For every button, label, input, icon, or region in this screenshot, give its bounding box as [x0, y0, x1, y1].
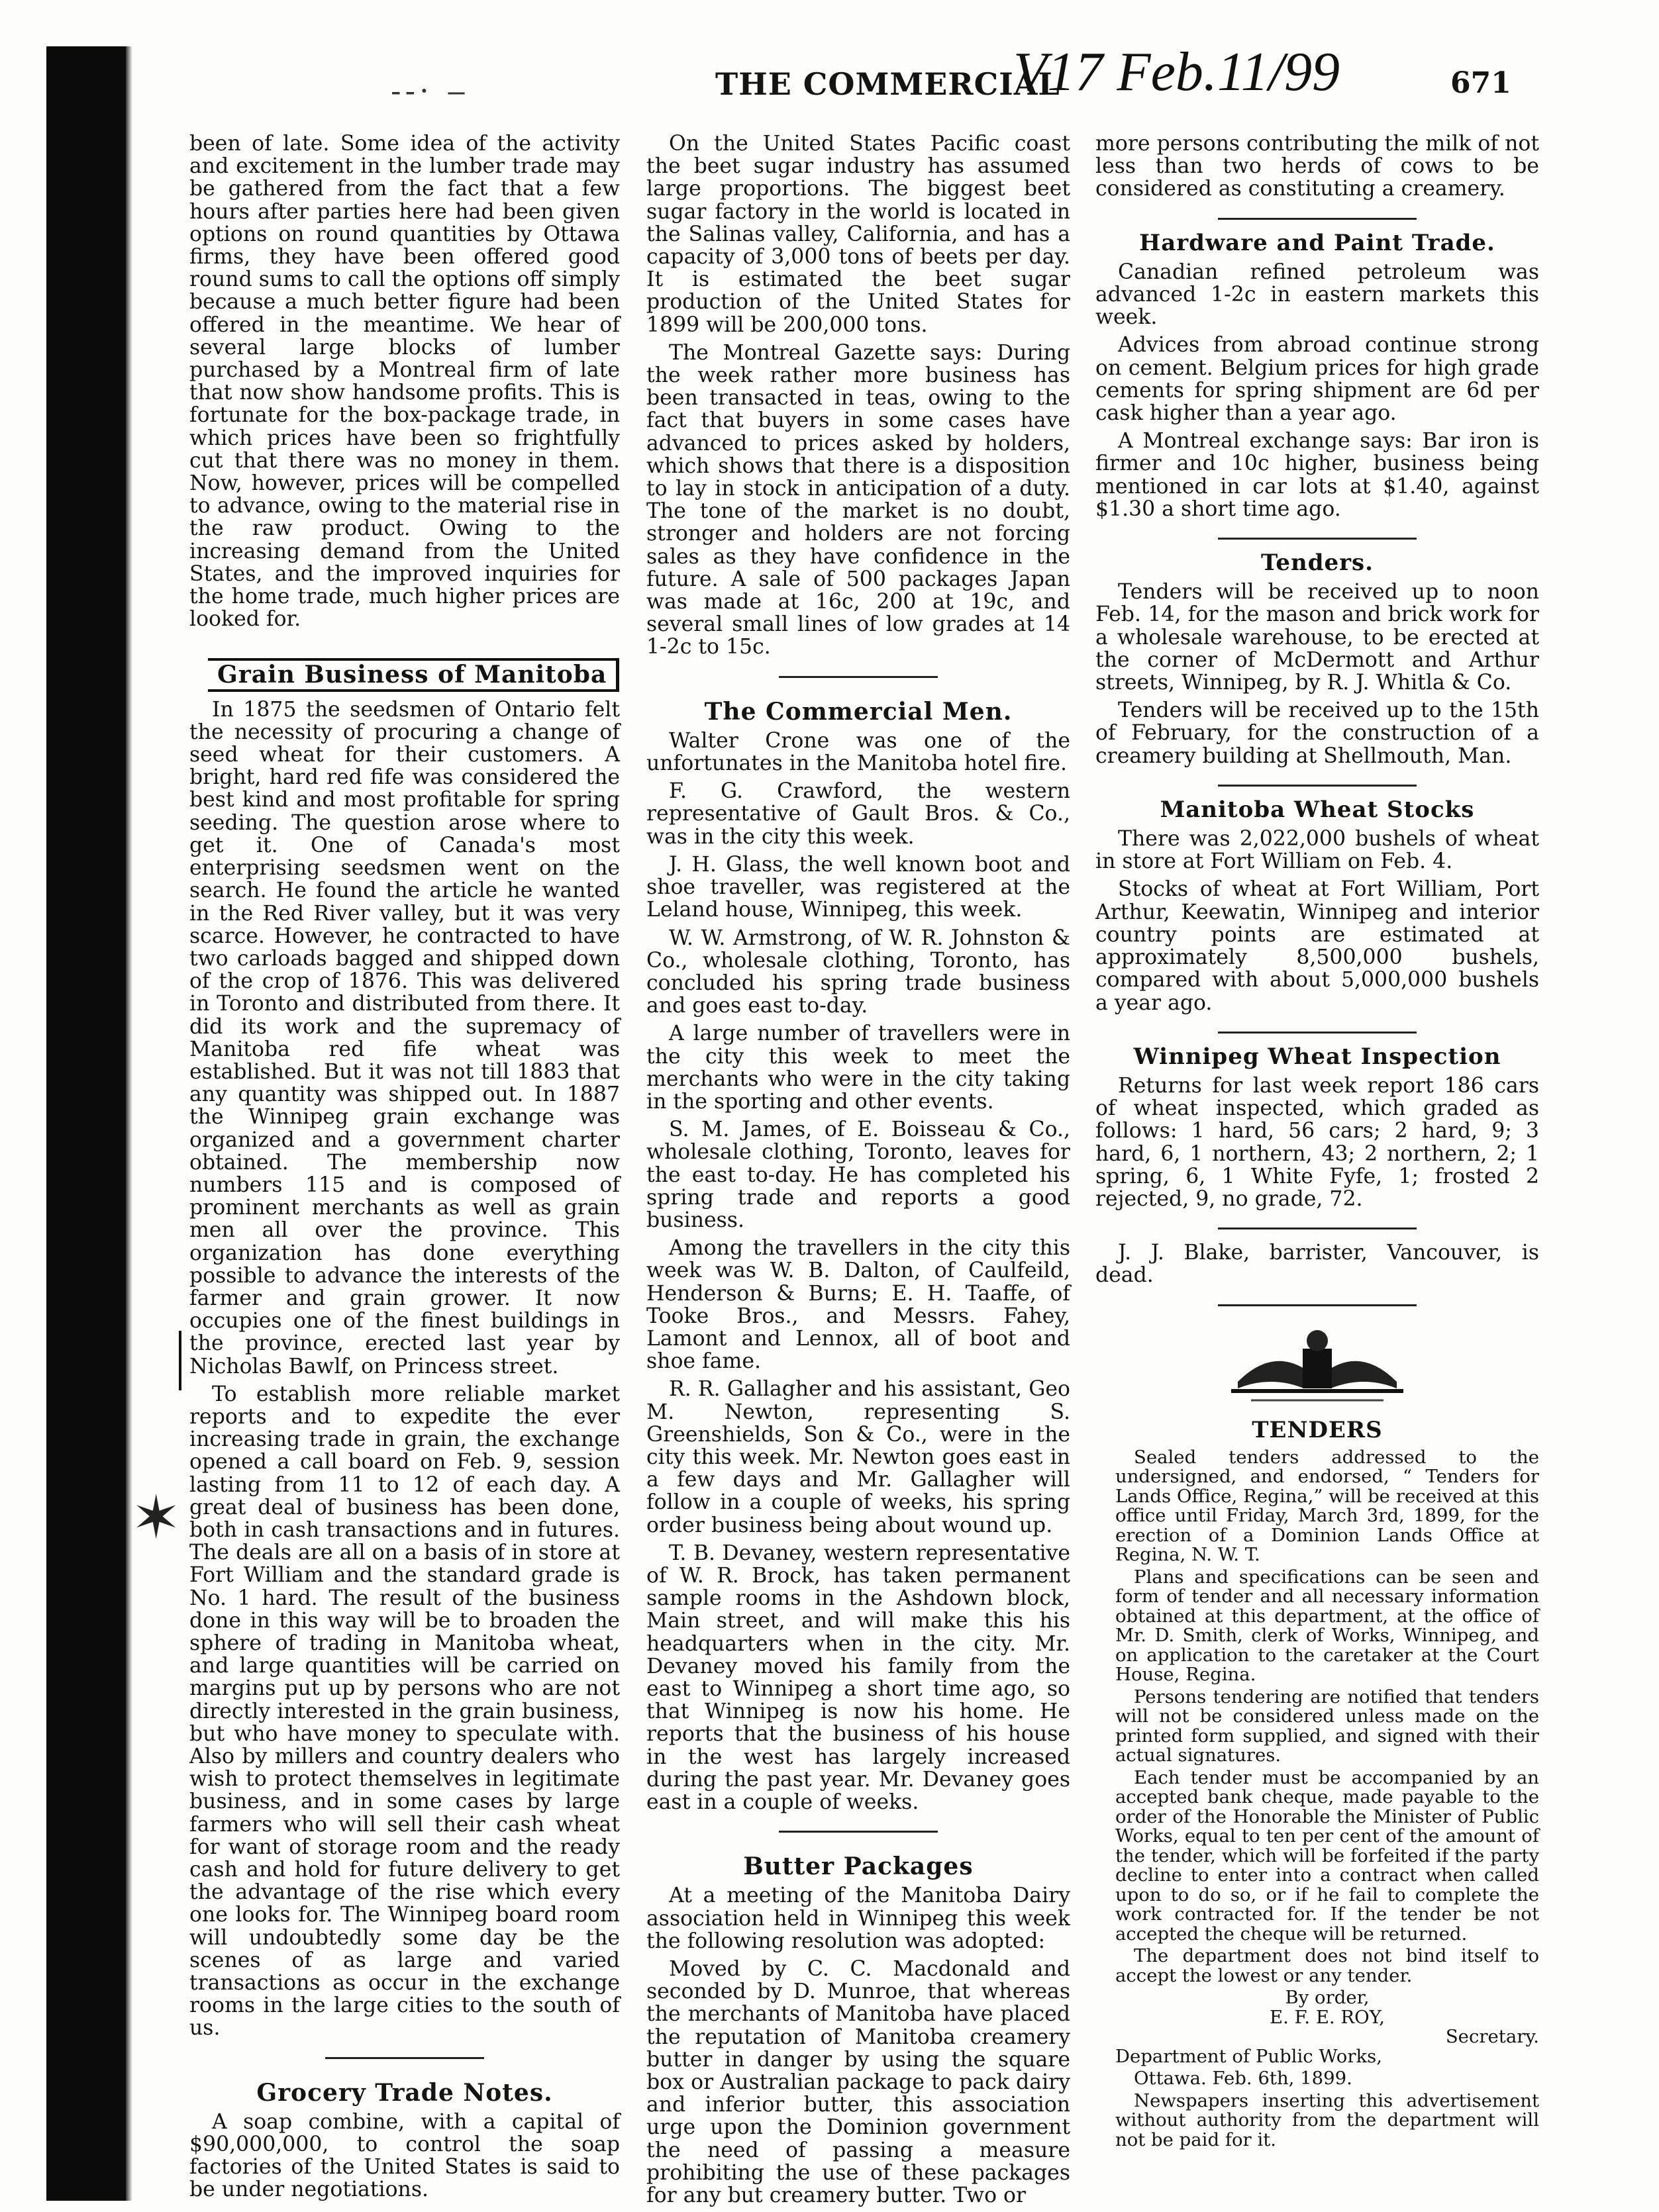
- commercial-item: J. H. Glass, the well known boot and shoe traveller, was registered at the Leland house, Winnipeg, this week.: [646, 852, 1070, 922]
- butter-paragraph-2: Moved by C. C. Macdonald and seconded by D. Munroe, that whereas the merchants of Manitoba have placed the reputation of Manitoba creamery butter in danger by using the square box or Australian package to pack dairy and inferior butter, this association urge upon the Dominion government the need of passing a measure prohibiting the use of these packages for any but creamery butter. Two or: [646, 1957, 1070, 2208]
- divider: [1218, 1304, 1417, 1306]
- binding-shadow: [46, 46, 126, 2201]
- commercial-item: A large number of travellers were in the city this week to meet the merchants who were in the city taking in the sporting and other events.: [646, 1022, 1070, 1114]
- heading-grain-business: Grain Business of Manitoba: [208, 658, 619, 691]
- binding-edge: [126, 46, 132, 2201]
- stocks-paragraph-1: There was 2,022,000 bushels of wheat in store at Fort William on Feb. 4.: [1095, 827, 1539, 874]
- by-order-line: By order,: [1285, 1987, 1370, 2009]
- divider: [779, 1831, 938, 1833]
- obituary-paragraph: J. J. Blake, barrister, Vancouver, is dead.: [1095, 1241, 1539, 1288]
- signatory-name: E. F. E. ROY,: [1270, 2006, 1385, 2028]
- divider: [779, 676, 938, 678]
- date-line: Ottawa. Feb. 6th, 1899.: [1134, 2068, 1352, 2090]
- tender-ad-paragraph: Each tender must be accompanied by an accepted bank cheque, made payable to the order of the Honorable the Minister of Public Works, equal to ten per cent of the amount of the tender, which will be forfeited if the party decline to enter into a contract when called upon to do so, or if he fail to complete the work contracted for. If the tender be not accepted the cheque will be returned.: [1115, 1766, 1539, 1945]
- commercial-item: S. M. James, of E. Boisseau & Co., wholesale clothing, Toronto, leaves for the east to-day. He has completed his spring trade and reports a good business.: [646, 1118, 1070, 1232]
- hardware-paragraph-3: A Montreal exchange says: Bar iron is firmer and 10c higher, business being mentioned in car lots at $1.40, against $1.30 a short time ago.: [1095, 429, 1539, 521]
- inspection-paragraph: Returns for last week report 186 cars of wheat inspected, which graded as follows: 1 hard, 56 cars; 2 hard, 9; 3 hard, 6, 1 northern, 43; 2 northern, 2; 1 spring, 6, 1 White Fyfe, 1; frosted 2 rejected, 9, no grade, 72.: [1095, 1073, 1539, 1211]
- beet-sugar-paragraph: On the United States Pacific coast the beet sugar industry has assumed large proportions. The biggest beet sugar factory in the world is located in the Salinas valley, California, and has a capacity of 3,000 tons of beets per day. It is estimated the beet sugar production of the United States for 1899 will be 200,000 tons.: [646, 132, 1070, 337]
- divider: [1218, 538, 1417, 540]
- grain-paragraph-1: In 1875 the seedsmen of Ontario felt the necessity of procuring a change of seed wheat for their customers. A bright, hard red fife was considered the best kind and most profitable for spring seeding. The question arose where to get it. One of Canada's most enterprising seedsmen went on the search. He found the article he wanted in the Red River valley, but it was very scarce. However, he contracted to have two carloads bagged and shipped down of the crop of 1876. This was delivered in Toronto and distributed from there. It did its work and the supremacy of Manitoba red fife wheat was established. But it was not till 1883 that any quantity was shipped out. In 1887 the Winnipeg grain exchange was organized and a government charter obtained. The membership now numbers 115 and is composed of prominent merchants as well as grain men all over the province. This organization has done everything possible to advance the interests of the farmer and grain grower. It now occupies one of the finest buildings in the province, erected last year by Nicholas Bawlf, on Princess street.: [189, 697, 620, 1378]
- column-3: [1095, 132, 1539, 2152]
- grain-paragraph-2: To establish more reliable market reports and to expedite the ever increasing trade in grain, the exchange opened a call board on Feb. 9, session lasting from 11 to 12 of each day. A great deal of business has been done, both in cash transactions and in futures. The deals are all on a basis of in store at Fort William and the standard grade is No. 1 hard. The result of the business done in this way will be to broaden the sphere of trading in Manitoba wheat, and large quantities will be carried on margins put up by persons who are not directly interested in the grain business, but who have money to speculate with. Also by millers and country dealers who wish to protect themselves in legitimate business, and in some cases by large farmers who will sell their cash wheat for want of storage room and the ready cash and hold for future delivery to get the advantage of the rise which every one looks for. The Winnipeg board room will undoubtedly some day be the scenes of as large and varied transactions as occur in the exchange rooms in the large cities to the south of us.: [189, 1382, 620, 2041]
- stocks-paragraph-2: Stocks of wheat at Fort William, Port Arthur, Keewatin, Winnipeg and interior country points are estimated at approximately 8,500,000 bushels, compared with about 5,000,000 bushels a year ago.: [1095, 877, 1539, 1015]
- commercial-item: Among the travellers in the city this week was W. B. Dalton, of Caulfeild, Henderson & Burns; E. H. Taaffe, of Tooke Bros., and Messrs. Fahey, Lamont and Lennox, all of boot and shoe fame.: [646, 1236, 1070, 1374]
- tenders-paragraph-2: Tenders will be received up to the 15th of February, for the construction of a creamery building at Shellmouth, Man.: [1095, 698, 1539, 768]
- margin-star-icon: ✶: [131, 1483, 181, 1553]
- heading-hardware: Hardware and Paint Trade.: [1139, 229, 1495, 256]
- creamery-paragraph: more persons contributing the milk of not less than two herds of cows to be considered as constituting a creamery.: [1095, 132, 1539, 201]
- butter-paragraph-1: At a meeting of the Manitoba Dairy association held in Winnipeg this week the following resolution was adopted:: [646, 1884, 1070, 1953]
- heading-butter-packages: Butter Packages: [743, 1852, 974, 1881]
- tender-ad-paragraph: Persons tendering are notified that tenders will not be considered unless made on the printed form supplied, and signed with their actual signatures.: [1115, 1686, 1539, 1766]
- divider: [1218, 1032, 1417, 1034]
- divider: [1218, 785, 1417, 787]
- commercial-item: F. G. Crawford, the western representative of Gault Bros. & Co., was in the city this week.: [646, 779, 1070, 849]
- heading-tenders-advertisement: TENDERS: [1252, 1416, 1383, 1443]
- column-2: [646, 132, 1070, 2212]
- commercial-item: R. R. Gallagher and his assistant, Geo M. Newton, representing S. Greenshields, Son & Co., were in the city this week. Mr. Newton goes east in a few days and Mr. Gallagher will follow in a couple of weeks, his spring order business being about wound up.: [646, 1377, 1070, 1537]
- tender-ad-paragraph: The department does not bind itself to accept the lowest or any tender.: [1115, 1945, 1539, 1986]
- tender-ad-paragraph: Plans and specifications can be seen and form of tender and all necessary information obtained at this department, at the office of Mr. D. Smith, clerk of Works, Winnipeg, and on application to the caretaker at the Court House, Regina.: [1115, 1566, 1539, 1686]
- heading-commercial-men: The Commercial Men.: [704, 697, 1013, 726]
- tender-ad-paragraph: Sealed tenders addressed to the undersigned, and endorsed, “ Tenders for Lands Office, Regina,” will be received at this office until Friday, March 3rd, 1899, for the erection of a Dominion Lands Office at Regina, N. W. T.: [1115, 1446, 1539, 1566]
- handwritten-note: V17 Feb.11/99: [1013, 41, 1340, 103]
- heading-wheat-inspection: Winnipeg Wheat Inspection: [1133, 1043, 1501, 1070]
- column-1: [189, 132, 620, 2207]
- commercial-item: T. B. Devaney, western representative of W. R. Brock, has taken permanent sample rooms in the Ashdown block, Main street, and will make this his headquarters when in the city. Mr. Devaney moved his family from the east to Winnipeg a short time ago, so that Winnipeg is now his home. He reports that the business of his house in the west has largely increased during the past year. Mr. Devaney goes east in a couple of weeks.: [646, 1541, 1070, 1815]
- commercial-item: W. W. Armstrong, of W. R. Johnston & Co., wholesale clothing, Toronto, has concluded his spring trade business and goes east to-day.: [646, 926, 1070, 1018]
- grocery-paragraph: A soap combine, with a capital of $90,000,000, to control the soap factories of the United States is said to be under negotiations.: [189, 2109, 620, 2202]
- page-number: 671: [1450, 66, 1511, 100]
- signatory-title: Secretary.: [1445, 2026, 1539, 2048]
- department-line: Department of Public Works,: [1115, 2045, 1383, 2067]
- tenders-paragraph-1: Tenders will be received up to noon Feb. 14, for the mason and brick work for a wholesale warehouse, to be erected at the corner of McDermott and Arthur streets, Winnipeg, by R. J. Whitla & Co.: [1095, 580, 1539, 695]
- heading-grocery: Grocery Trade Notes.: [256, 2078, 553, 2107]
- masthead: THE COMMERCIAL: [715, 66, 1060, 102]
- heading-tenders: Tenders.: [1260, 550, 1374, 577]
- divider: [1218, 218, 1417, 220]
- divider: [325, 2057, 484, 2059]
- heading-wheat-stocks: Manitoba Wheat Stocks: [1160, 796, 1475, 823]
- hardware-paragraph-1: Canadian refined petroleum was advanced 1-2c in eastern markets this week.: [1095, 260, 1539, 330]
- commercial-item: Walter Crone was one of the unfortunates in the Manitoba hotel fire.: [646, 728, 1070, 776]
- corner-mark: ‐‐· ‒: [391, 73, 470, 109]
- tenders-advertisement: [1115, 1448, 1539, 2150]
- divider: [1218, 1227, 1417, 1229]
- coat-of-arms-icon: [1231, 1322, 1403, 1408]
- hardware-paragraph-2: Advices from abroad continue strong on cement. Belgium prices for high grade cements for spring shipment are 6d per cask higher than a year ago.: [1095, 333, 1539, 426]
- lumber-paragraph: been of late. Some idea of the activity and excitement in the lumber trade may be gathered from the fact that a few hours after parties here had been given options on round quantities by Ottawa firms, they have been offered good round sums to call the options off simply because a much better figure had been offered in the meantime. We hear of several large blocks of lumber purchased by a Montreal firm of late that now show handsome profits. This is fortunate for the box-package trade, in which prices have been so frightfully cut that there was no money in them. Now, however, prices will be compelled to advance, owing to the material rise in the raw product. Owing to the increasing demand from the United States, and the improved inquiries for the home trade, much higher prices are looked for.: [189, 132, 620, 632]
- gazette-paragraph: The Montreal Gazette says: During the week rather more business has been transacted in teas, owing to the fact that buyers in some cases have advanced to prices asked by holders, which shows that there is a disposition to lay in stock in anticipation of a duty. The tone of the market is no doubt, stronger and holders are not forcing sales as they have confidence in the future. A sale of 500 packages Japan was made at 16c, 200 at 19c, and several small lines of low grades at 14 1-2c to 15c.: [646, 340, 1070, 659]
- newspaper-notice: Newspapers inserting this advertisement without authority from the department will not be paid for it.: [1115, 2090, 1539, 2150]
